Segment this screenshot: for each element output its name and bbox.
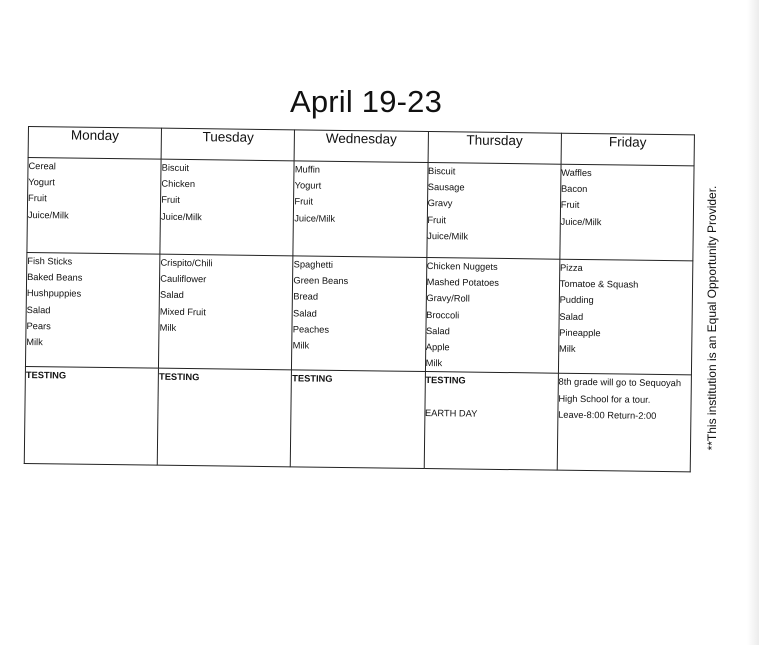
menu-item: Milk [425, 358, 443, 369]
menu-table-wrapper [24, 126, 695, 472]
notes-thursday [424, 372, 558, 470]
menu-item: Fruit [161, 195, 180, 206]
menu-item: Sausage [427, 182, 465, 193]
menu-item: Apple [425, 342, 450, 353]
field-trip-note: 8th grade will go to Sequoyah [558, 377, 682, 389]
testing-note: TESTING [425, 375, 466, 386]
menu-item: Baked Beans [27, 272, 83, 283]
breakfast-friday [560, 164, 694, 261]
menu-item: Pineapple [559, 327, 601, 339]
menu-item: Juice/Milk [27, 209, 69, 221]
day-header-wednesday: Wednesday [294, 130, 428, 163]
menu-item: Chicken Nuggets [426, 261, 498, 272]
breakfast-wednesday [293, 161, 427, 258]
menu-item: Bacon [560, 183, 588, 195]
menu-item: Mixed Fruit [159, 306, 206, 317]
lunch-tuesday [159, 254, 294, 370]
menu-item: Biscuit [161, 162, 190, 174]
menu-item: Chicken [161, 178, 196, 190]
day-header-friday: Friday [561, 133, 695, 166]
menu-item: Cereal [28, 161, 56, 172]
lunch-thursday [425, 258, 560, 374]
notes-tuesday [157, 369, 291, 467]
menu-item: Juice/Milk [427, 230, 469, 242]
notes-monday [24, 367, 158, 465]
menu-item: Biscuit [427, 166, 456, 177]
weekly-menu-table [24, 126, 695, 472]
menu-item: Tomatoe & Squash [559, 278, 639, 290]
menu-item: Milk [292, 340, 310, 351]
menu-item: Mashed Potatoes [426, 277, 500, 289]
menu-item: Yogurt [294, 180, 322, 191]
menu-item: Muffin [294, 164, 321, 175]
menu-item: Pizza [559, 262, 583, 273]
notes-row [24, 367, 691, 472]
menu-item: Milk [159, 322, 177, 333]
day-header-tuesday: Tuesday [161, 128, 295, 161]
lunch-friday [558, 259, 693, 375]
lunch-monday [25, 252, 160, 368]
menu-item: Fruit [427, 214, 447, 225]
menu-item: Pears [26, 320, 51, 332]
breakfast-row [27, 158, 694, 261]
menu-item: Salad [160, 290, 184, 301]
menu-item: Gravy/Roll [426, 293, 470, 304]
menu-item: Juice/Milk [161, 211, 202, 222]
menu-item: Spaghetti [293, 259, 334, 270]
menu-item: Gravy [427, 198, 453, 209]
menu-item: Juice/Milk [294, 212, 336, 224]
field-trip-note: Leave-8:00 Return-2:00 [558, 409, 657, 421]
menu-item: Fruit [28, 193, 47, 204]
lunch-row [25, 252, 692, 375]
equal-opportunity-footnote: **This institution is an Equal Opportunity Provider. [705, 185, 719, 451]
menu-item: Cauliflower [160, 273, 207, 285]
menu-item: Hushpuppies [26, 288, 82, 300]
day-header-monday: Monday [28, 127, 162, 160]
menu-item: Fruit [294, 196, 314, 207]
page-edge-shadow [747, 0, 759, 645]
menu-item: Crispito/Chili [160, 257, 213, 269]
testing-note: TESTING [158, 372, 200, 383]
menu-item: Fish Sticks [27, 256, 73, 267]
menu-item: Peaches [292, 324, 330, 335]
menu-item: Broccoli [426, 309, 460, 321]
menu-item: Salad [425, 325, 450, 337]
testing-note: TESTING [292, 373, 333, 385]
notes-wednesday [291, 370, 425, 468]
breakfast-tuesday [160, 159, 294, 256]
menu-item: Milk [558, 343, 576, 354]
menu-item: Salad [292, 307, 317, 319]
menu-item: Salad [559, 311, 584, 322]
notes-friday [557, 374, 691, 472]
testing-note: TESTING [25, 370, 67, 381]
menu-item: Yogurt [28, 177, 55, 188]
menu-item: Juice/Milk [560, 216, 602, 227]
breakfast-thursday [426, 163, 560, 260]
page-title: April 19-23 [289, 84, 443, 119]
breakfast-monday [27, 158, 161, 255]
day-header-thursday: Thursday [428, 132, 562, 165]
menu-item: Pudding [559, 295, 594, 306]
menu-item: Milk [26, 337, 43, 348]
field-trip-note: High School for a tour. [558, 393, 651, 405]
menu-item: Bread [293, 291, 319, 303]
lunch-wednesday [292, 256, 427, 372]
earth-day-note: EARTH DAY [424, 407, 478, 419]
menu-item: Waffles [561, 167, 592, 179]
menu-item: Salad [26, 304, 51, 315]
menu-item: Green Beans [293, 275, 349, 287]
menu-item: Fruit [560, 200, 580, 211]
